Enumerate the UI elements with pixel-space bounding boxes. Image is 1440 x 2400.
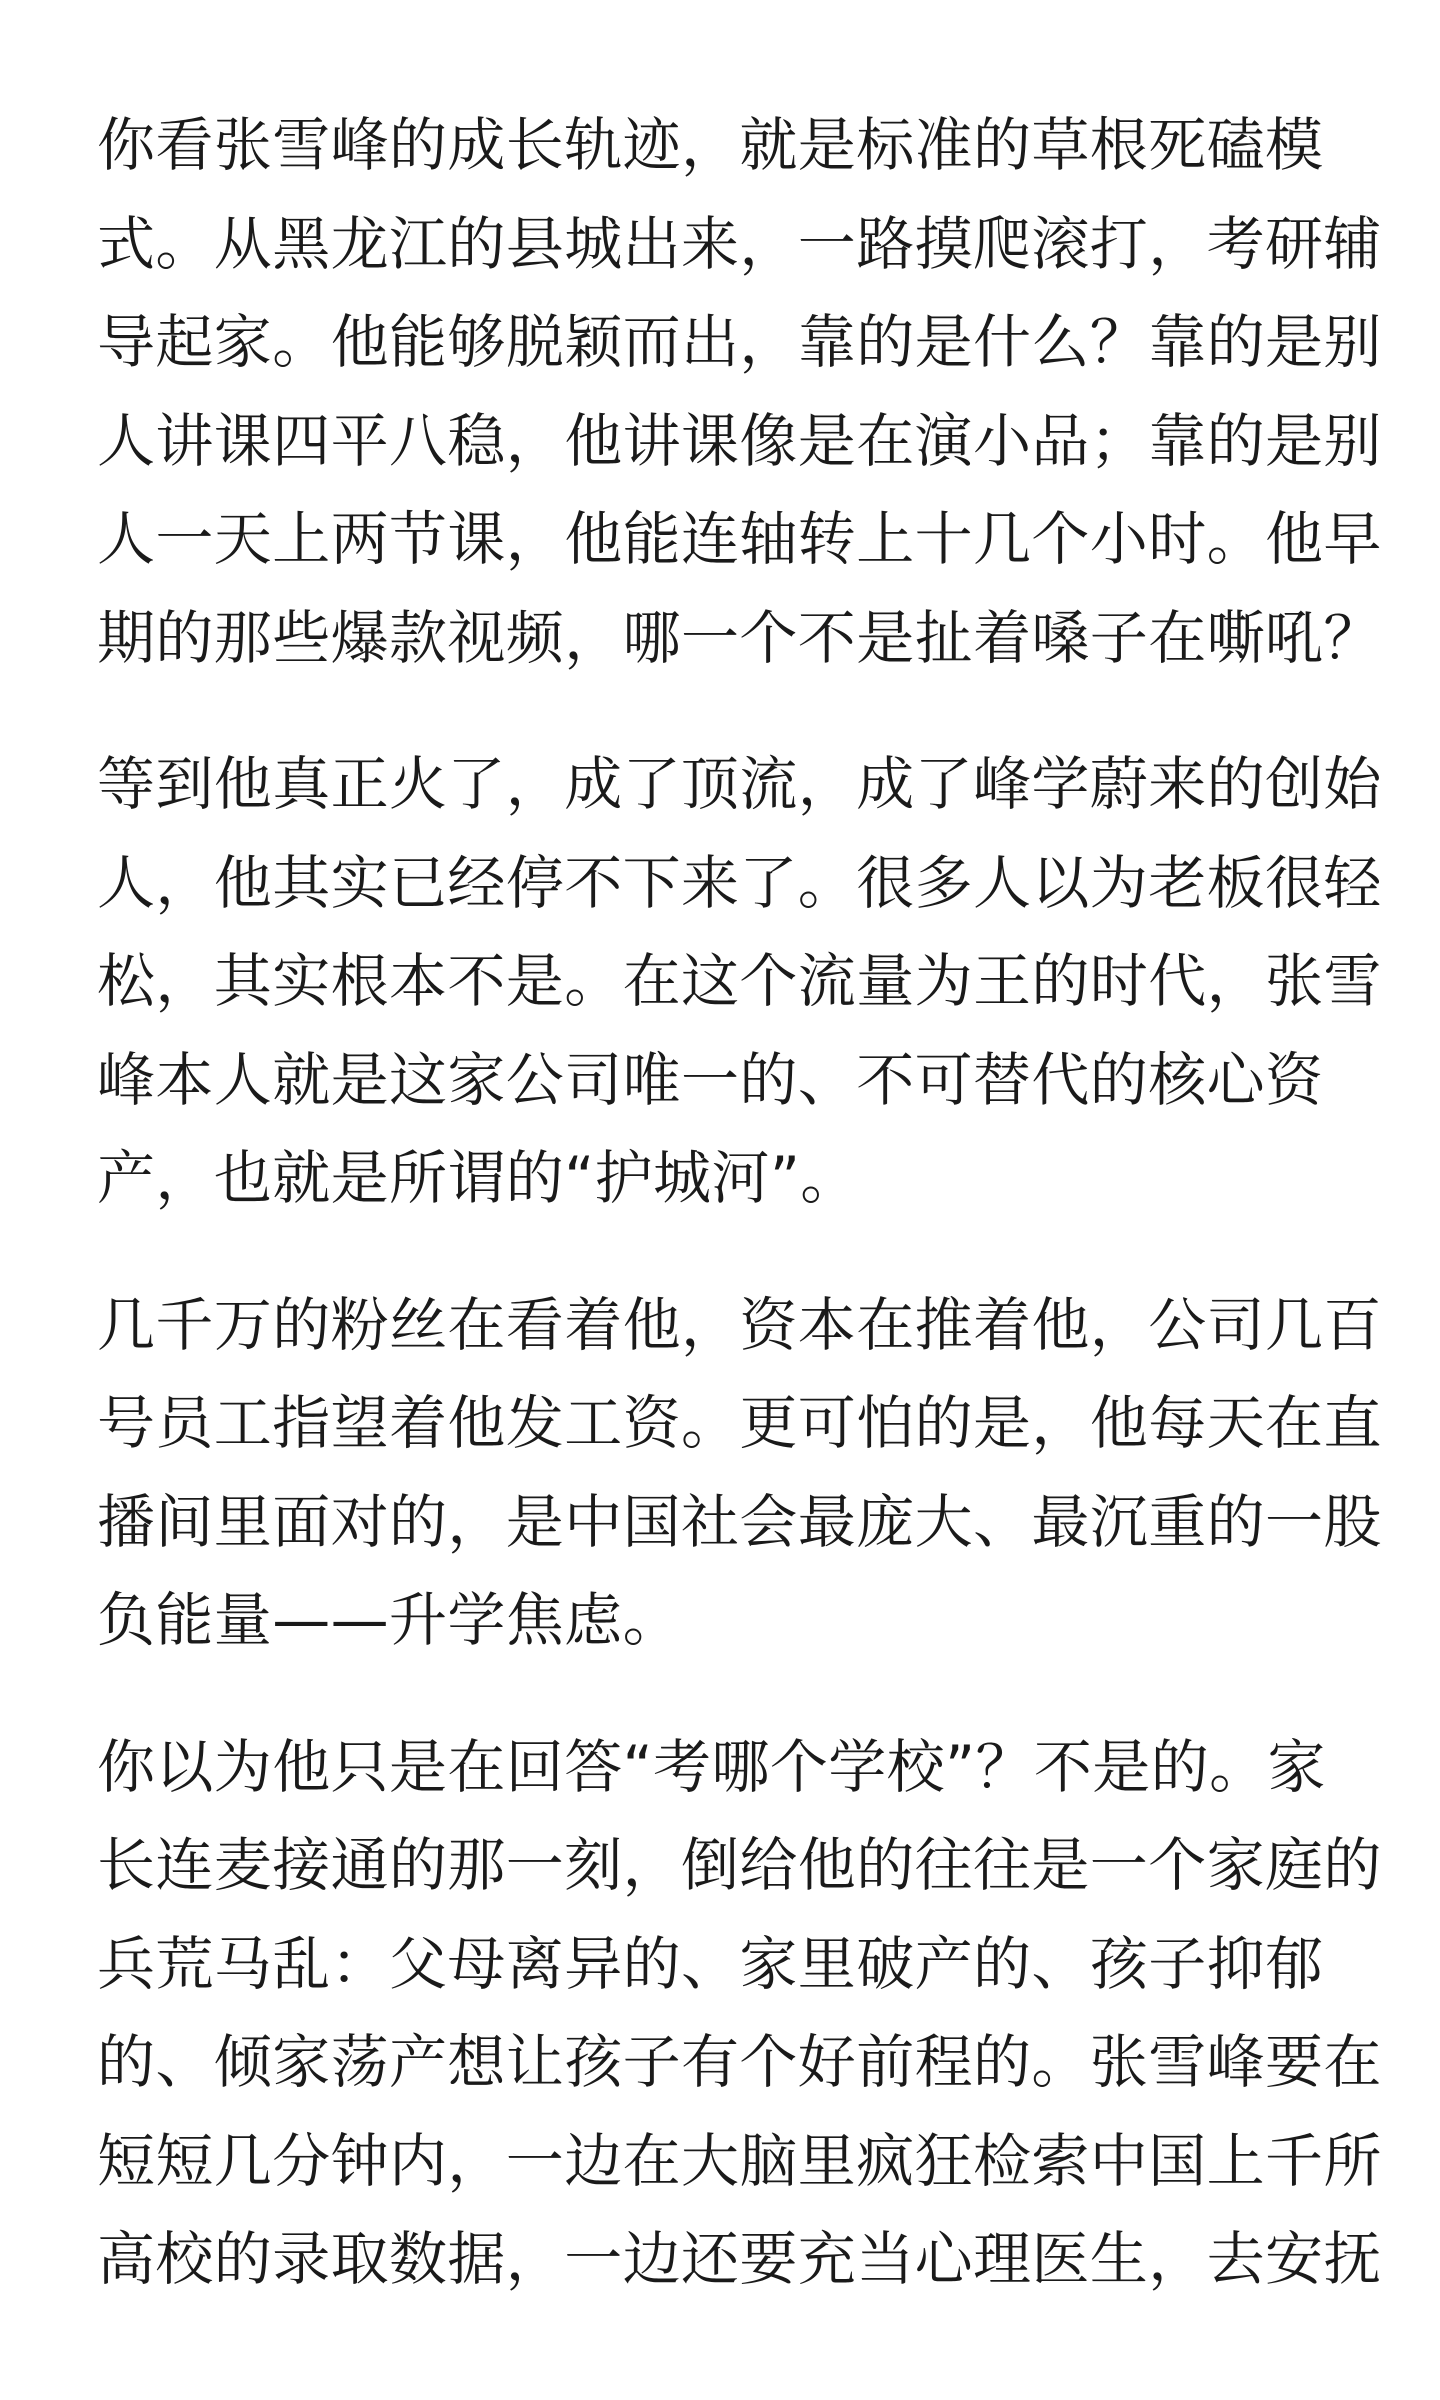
paragraph-line: 负能量——升学焦虑。 [97,1586,682,1654]
paragraph-line: 导起家。他能够脱颖而出，靠的是什么？靠的是别 [97,308,1382,376]
paragraph-3 [97,1276,1382,1670]
paragraph-line: 长连麦接通的那一刻，倒给他的往往是一个家庭的 [97,1831,1382,1899]
article-body [97,96,1382,2357]
paragraph-line: 产，也就是所谓的“护城河”。 [97,1144,859,1212]
paragraph-1 [97,96,1382,687]
paragraph-line: 你以为他只是在回答“考哪个学校”？不是的。家 [97,1732,1326,1801]
paragraph-2 [97,735,1382,1228]
paragraph-line: 峰本人就是这家公司唯一的、不可替代的核心资 [97,1045,1324,1114]
paragraph-line: 人讲课四平八稳，他讲课像是在演小品；靠的是别 [97,406,1382,475]
paragraph-line: 播间里面对的，是中国社会最庞大、最沉重的一股 [97,1487,1382,1556]
paragraph-line: 高校的录取数据，一边还要充当心理医生，去安抚 [97,2225,1382,2293]
paragraph-line: 你看张雪峰的成长轨迹，就是标准的草根死磕模 [97,111,1324,179]
paragraph-line: 几千万的粉丝在看着他，资本在推着他，公司几百 [97,1290,1382,1359]
paragraph-line: 松，其实根本不是。在这个流量为王的时代，张雪 [97,947,1382,1015]
paragraph-4 [97,1718,1382,2309]
paragraph-line: 期的那些爆款视频，哪一个不是扯着嗓子在嘶吼？ [97,603,1382,672]
paragraph-line: 兵荒马乱：父母离异的、家里破产的、孩子抑郁 [97,1929,1324,1998]
paragraph-line: 人，他其实已经停不下来了。很多人以为老板很轻 [97,848,1382,917]
paragraph-line: 等到他真正火了，成了顶流，成了峰学蔚来的创始 [97,750,1382,818]
paragraph-line: 的、倾家荡产想让孩子有个好前程的。张雪峰要在 [97,2028,1382,2096]
paragraph-line: 短短几分钟内，一边在大脑里疯狂检索中国上千所 [97,2126,1382,2195]
paragraph-line: 人一天上两节课，他能连轴转上十几个小时。他早 [97,505,1382,573]
paragraph-line: 号员工指望着他发工资。更可怕的是，他每天在直 [97,1389,1382,1457]
paragraph-line: 式。从黑龙江的县城出来，一路摸爬滚打，考研辅 [97,209,1382,278]
